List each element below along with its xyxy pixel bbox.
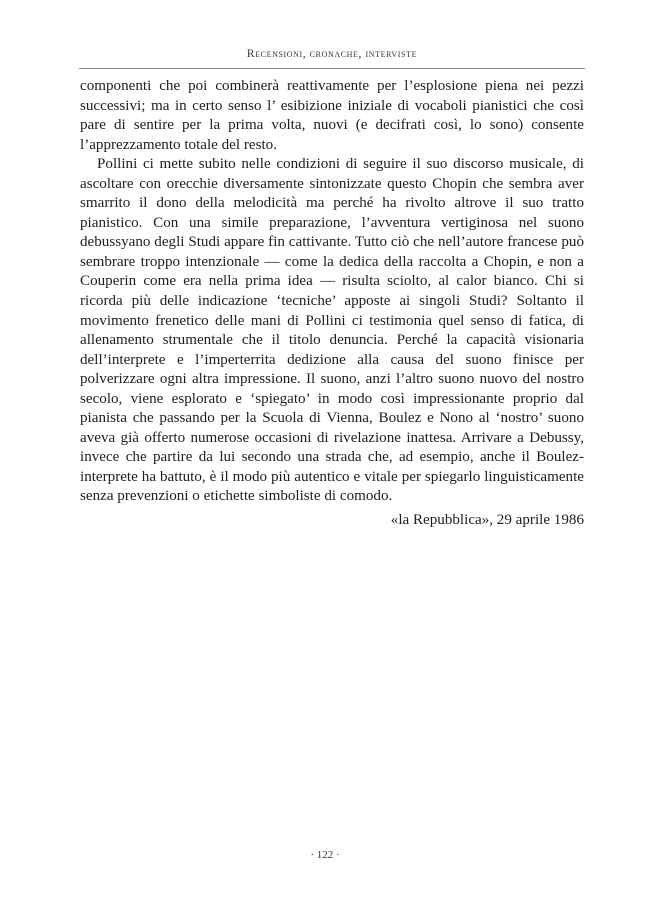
- running-head: Recensioni, cronache, interviste: [246, 48, 418, 60]
- body-text: [80, 77, 584, 507]
- paragraph-continuation: componenti che poi combinerà reattivamente per l’esplosione piena nei pezzi successivi; ma in certo senso l’ esibizione iniziale di vocaboli pianistici che così pare di sentire per la prima volta, nuovi (e decifrati così, lo sono) consente l’apprezzamento totale del resto.: [80, 78, 584, 153]
- source-citation: «la Repubblica», 29 aprile 1986: [390, 512, 584, 528]
- page-number: · 122 ·: [310, 849, 340, 861]
- paragraph-pollini: Pollini ci mette subito nelle condizioni di seguire il suo discorso musicale, di ascoltare con orecchie diversamente sintonizzate questo Chopin che sembra aver smarrito il dono della melodicità ma perché ha rivolto altrove il suo tratto pianistico. Con una simile preparazione, l’avventura vertiginosa nel suono debussyano degli Studi appare fin cattivante. Tutto ciò che nell’autore francese può sembrare troppo intenzionale — come la dedica della raccolta a Chopin, e non a Couperin come era nella prima idea — risulta sciolto, al calor bianco. Chi si ricorda più delle indicazione ‘tecniche’ apposte ai singoli Studi? Soltanto il movimento frenetico delle mani di Pollini ci testimonia quel senso di fatica, di allenamento strumentale che il titolo denuncia. Perché la capacità visionaria dell’interprete e l’imperterrita dedizione alla causa del suono finisce per polverizzare ogni altra impressione. Il suono, anzi l’altro suono nuovo del nostro secolo, viene esplorato e ‘spiegato’ in modo così impressionante proprio dal pianista che passando per la Scuola di Vienna, Boulez e Nono al ‘nostro’ suono aveva già offerto numerose occasioni di rivelazione inattesa. Arrivare a Debussy, invece che partire da lui secondo una strada che, ad esempio, anche il Boulez-interprete ha battuto, è il modo più autentico e vitale per spiegarlo linguisticamente senza prevenzioni o etichette simboliste di comodo.: [80, 156, 584, 505]
- header-rule: [79, 68, 585, 69]
